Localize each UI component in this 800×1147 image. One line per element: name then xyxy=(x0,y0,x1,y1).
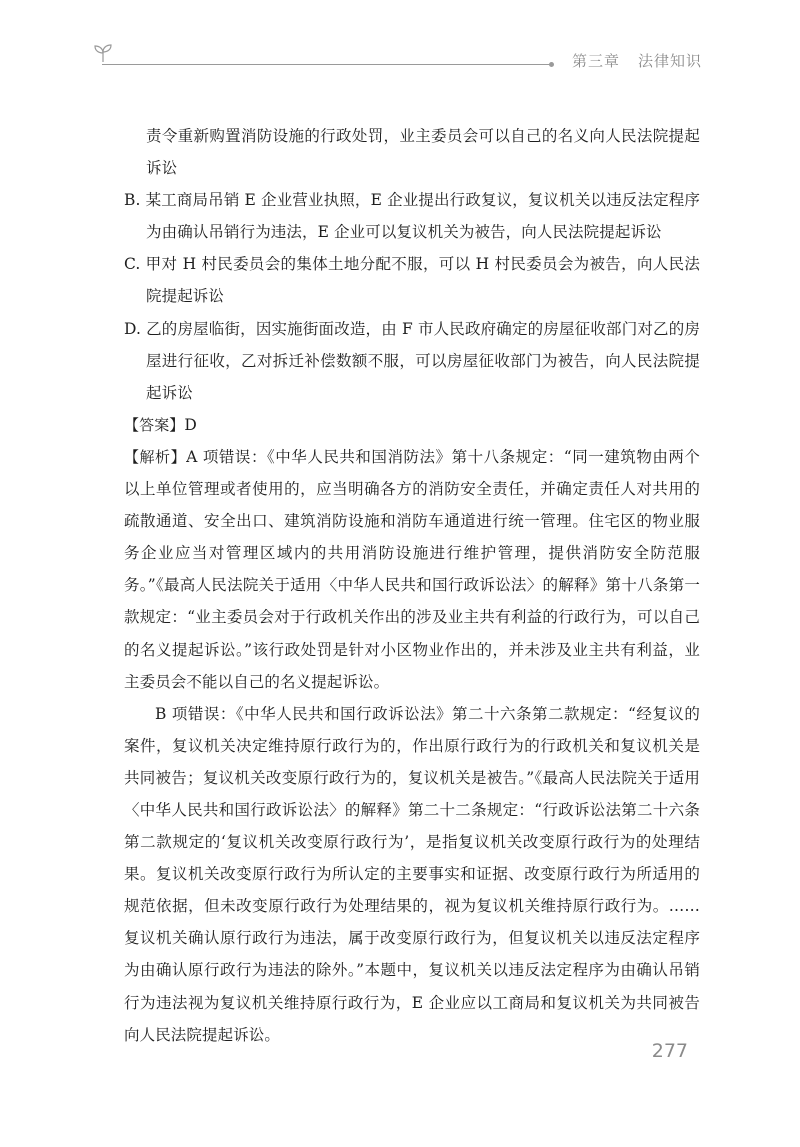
chapter-heading xyxy=(572,50,702,71)
page-number: 277 xyxy=(651,1040,688,1062)
answer-label: 【答案】 xyxy=(124,415,185,434)
analysis-text-1: A 项错误：《中华人民共和国消防法》第十八条规定：“同一建筑物由两个以上单位管理或者使用的，应当明确各方的消防安全责任，并确定责任人对共用的疏散通道、安全出口、建筑消防设施和消防车通道进行统一管理。住宅区的物业服务企业应当对管理区域内的共用消防设施进行维护管理，提供消防安全防范服务。”《最高人民法院关于适用〈中华人民共和国行政诉讼法〉的解释》第十八条第一款规定：“业主委员会对于行政机关作出的涉及业主共有利益的行政行为，可以自己的名义提起诉讼。”该行政处罚是针对小区物业作出的，并未涉及业主共有利益，业主委员会不能以自己的名义提起诉讼。 xyxy=(124,447,701,691)
option-d: D. 乙的房屋临街，因实施街面改造，由 F 市人民政府确定的房屋征收部门对乙的房屋进行征收，乙对拆迁补偿数额不服，可以房屋征收部门为被告，向人民法院提起诉讼 xyxy=(124,319,700,402)
answer-line xyxy=(124,409,700,441)
option-a-continuation: 责令重新购置消防设施的行政处罚，业主委员会可以自己的名义向人民法院提起诉讼 xyxy=(146,127,700,178)
analysis-paragraph-1 xyxy=(124,441,700,698)
chapter-number: 第三章 xyxy=(571,52,620,70)
answer-value: D xyxy=(184,415,197,434)
page-body xyxy=(124,120,700,1051)
running-header xyxy=(92,42,702,76)
option-c: C. 甲对 H 村民委员会的集体土地分配不服，可以 H 村民委员会为被告，向人民法院提起诉讼 xyxy=(124,255,700,306)
analysis-label: 【解析】 xyxy=(124,447,187,466)
analysis-paragraph-2: B 项错误：《中华人民共和国行政诉讼法》第二十六条第二款规定：“经复议的案件，复议机关决定维持原行政行为的，作出原行政行为的行政机关和复议机关是共同被告；复议机关改变原行政行为的，复议机关是被告。”《最高人民法院关于适用〈中华人民共和国行政诉讼法〉的解释》第二十二条规定：“行政诉讼法第二十六条第二款规定的‘复议机关改变原行政行为’，是指复议机关改变原行政行为的处理结果。复议机关改变原行政行为所认定的主要事实和证据、改变原行政行为所适用的规范依据，但未改变原行政行为处理结果的，视为复议机关维持原行政行为。……复议机关确认原行政行为违法，属于改变原行政行为，但复议机关以违反法定程序为由确认原行政行为违法的除外。”本题中，复议机关以违反法定程序为由确认吊销行为违法视为复议机关维持原行政行为，E 企业应以工商局和复议机关为共同被告向人民法院提起诉讼。 xyxy=(124,704,700,1044)
sprout-icon xyxy=(92,42,114,64)
header-rule xyxy=(102,64,550,65)
chapter-title: 法律知识 xyxy=(637,52,702,70)
option-b: B. 某工商局吊销 E 企业营业执照，E 企业提出行政复议，复议机关以违反法定程序为由确认吊销行为违法，E 企业可以复议机关为被告，向人民法院提起诉讼 xyxy=(124,191,700,242)
